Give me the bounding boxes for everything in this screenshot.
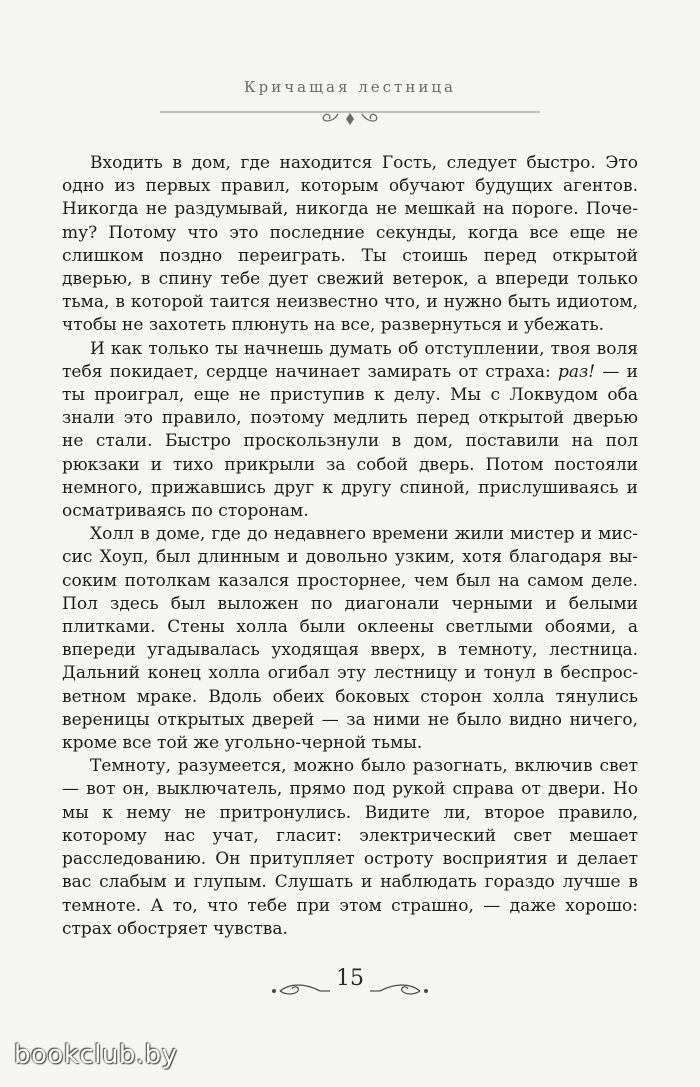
watermark-logo: bookclub.by bbox=[14, 1040, 178, 1070]
paragraph-2-italic: раз! bbox=[557, 361, 596, 382]
paragraph-2-start: И как только ты начнешь думать об отступлении, твоя воля тебя покидает, сердце начинает замирать от страха: bbox=[62, 338, 638, 382]
running-head-title: Кричащая лестница bbox=[244, 78, 456, 96]
paragraph-1: Входить в дом, где находится Гость, следует быстро. Это одно из первых правил, которым обучают будущих агентов. Никогда не раздумывай, никогда не мешкай на пороге. Почеmу? Потому что это последние секунды, когда все еще не слишком поздно переиграть. Ты стоишь перед открытой дверью, в спину тебе дует свежий ветерок, а впереди только тьма, в которой таится неизвестно что, и нужно быть идиотом, чтобы не захотеть плюнуть на все, развернуться и убежать. bbox=[62, 153, 638, 336]
paragraph-3: Холл в доме, где до недавнего времени жили мистер и миссис Хоуп, был длинным и довольно узким, хотя благодаря высоким потолкам казался просторнее, чем был на самом деле. Пол здесь был выложен по диагонали черными и белыми плитками. Стены холла были оклеены светлыми обоями, а впереди угадывалась уходящая вверх, в темноту, лестница. Дальний конец холла огибал эту лестницу и тонул в беспросветном мраке. Вдоль обеих боковых сторон холла тянулись вереницы открытых дверей — за ними не было видно ничего, кроме все той же угольно-черной тьмы. bbox=[62, 524, 638, 754]
chapter-body-text bbox=[62, 152, 638, 941]
paragraph-2-end: — и ты проиграл, еще не приступив к делу. Мы с Локвудом оба знали это правило, поэтому медлить перед открытой дверью не стали. Быстро проскользнули в дом, поставили на пол рюкзаки и тихо прикрыли за собой дверь. Потом постояли немного, прижавшись друг к другу спиной, прислушиваясь и осматриваясь по сторонам. bbox=[62, 361, 638, 522]
page-number: 15 bbox=[336, 966, 364, 991]
paragraph-4: Темноту, разумеется, можно было разогнать, включив свет — вот он, выключатель, прямо под рукой справа от двери. Но мы к нему не притронулись. Видите ли, второе правило, которому нас учат, гласит: электрический свет мешает расследованию. Он притупляет остроту восприятия и делает вас слабым и глупым. Слушать и наблюдать гораздо лучше в темноте. А то, что тебе при этом страшно, — даже хорошо: страх обостряет чувства. bbox=[62, 756, 638, 939]
paragraph-2 bbox=[62, 338, 638, 524]
header-ornament-rule bbox=[160, 104, 540, 128]
